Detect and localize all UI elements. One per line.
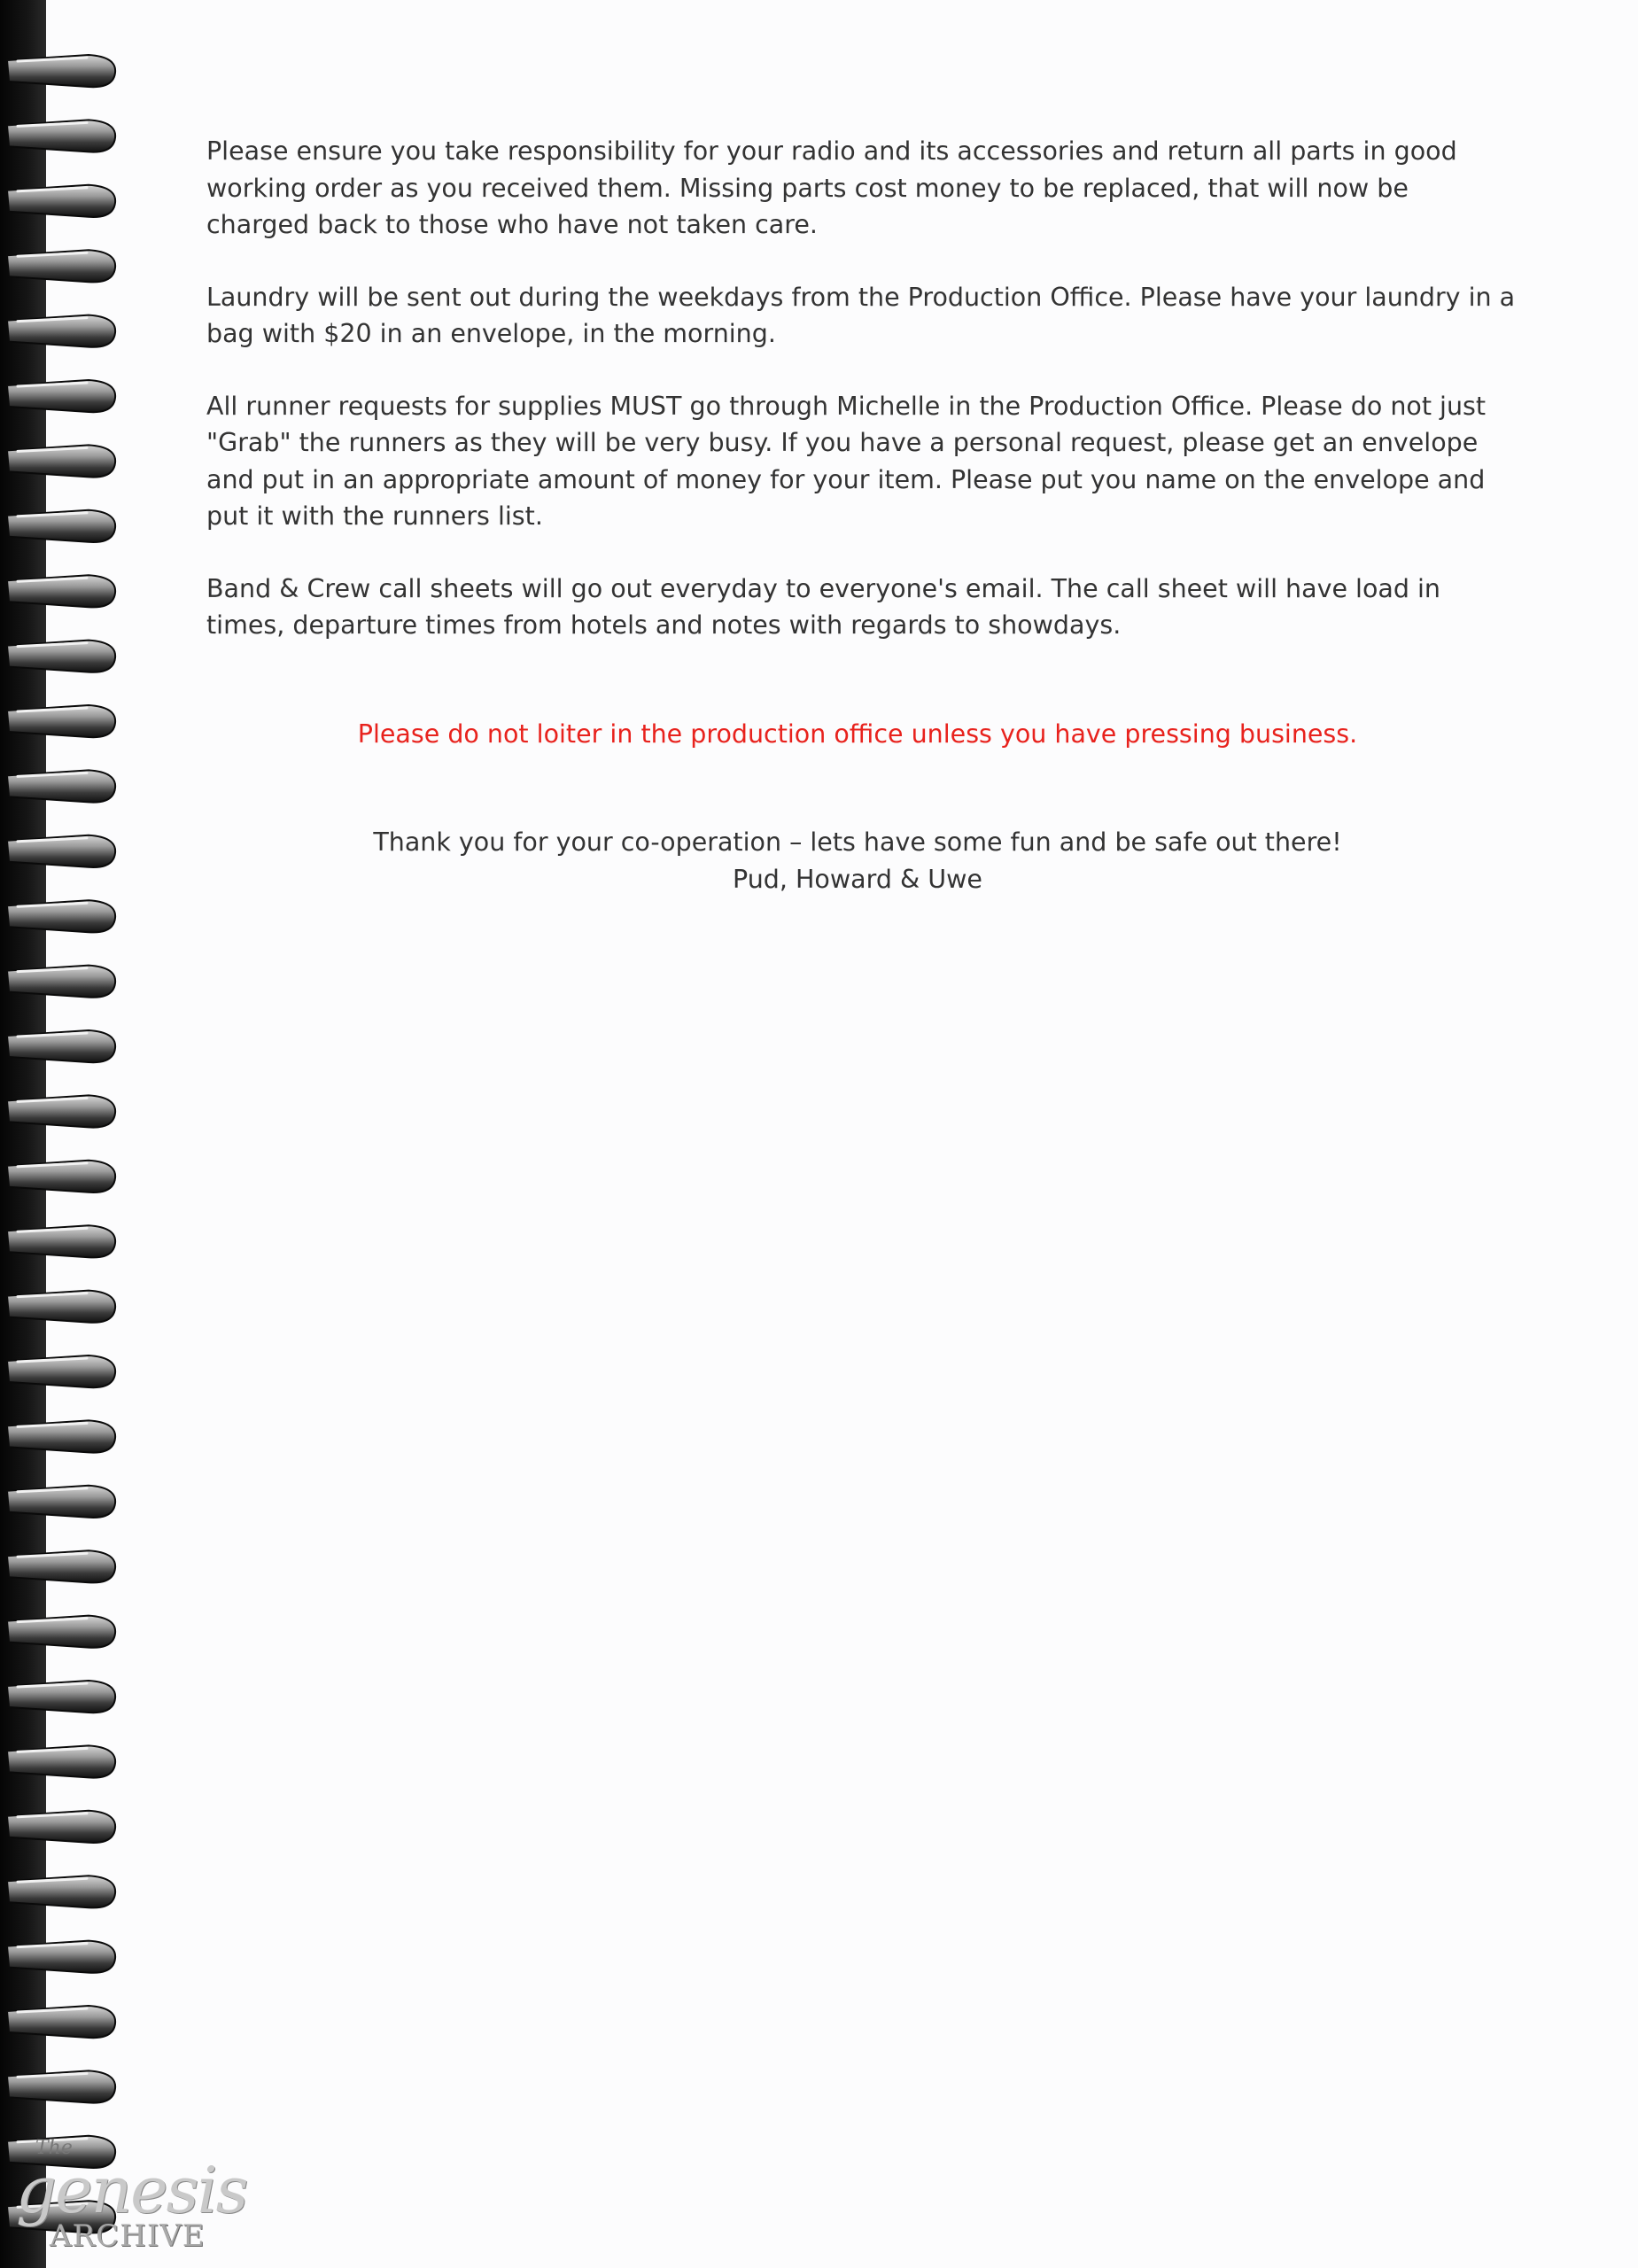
spiral-coil [7, 1355, 115, 1387]
spiral-coil [7, 705, 115, 737]
spiral-coil [7, 120, 115, 151]
archive-watermark-logo [16, 2137, 247, 2261]
spiral-coil [7, 1420, 115, 1452]
paragraph-runners: All runner requests for supplies MUST go through Michelle in the Production Office. Please do not just "Grab" the runners as they will be very busy. If you have a personal request, please get an envelope and put in an appropriate amount of money for your item. Please put you name on the envelope and put it with the runners list. [206, 391, 1487, 531]
spiral-coil [7, 1486, 115, 1518]
spiral-coil [7, 1225, 115, 1257]
spiral-coil [7, 1550, 115, 1582]
signoff [206, 824, 1509, 897]
watermark-the: The [35, 2137, 73, 2159]
spiral-coil [7, 2070, 115, 2102]
spiral-coil [7, 1876, 115, 1907]
spiral-coil [7, 1030, 115, 1062]
spiral-coil [7, 575, 115, 607]
spiral-coil [7, 55, 115, 87]
spiral-coil [7, 1095, 115, 1127]
spiral-coil [7, 641, 115, 672]
spiral-coil [7, 1291, 115, 1323]
spiral-coil [7, 900, 115, 932]
spiral-coil [7, 380, 115, 412]
spiral-coil [7, 2006, 115, 2038]
watermark-archive: ARCHIVE [50, 2218, 206, 2254]
spiral-coil [7, 1811, 115, 1843]
spiral-coil [7, 1681, 115, 1713]
paragraph-call-sheets: Band & Crew call sheets will go out everyday to everyone's email. The call sheet will have load in times, departure times from hotels and notes with regards to showdays. [206, 573, 1440, 640]
spiral-coil [7, 1161, 115, 1192]
spiral-coil [7, 185, 115, 217]
document-body [206, 133, 1518, 680]
spiral-coil [7, 770, 115, 802]
spiral-coil [7, 445, 115, 477]
spiral-coil [7, 1745, 115, 1777]
spiral-coil [7, 1616, 115, 1648]
spiral-binding [0, 0, 124, 2268]
signature: Pud, Howard & Uwe [733, 864, 982, 894]
watermark-genesis: genesis [16, 2153, 247, 2227]
loiter-notice: Please do not loiter in the production office unless you have pressing business. [357, 719, 1358, 749]
spiral-coil [7, 1941, 115, 1973]
spiral-coil [7, 835, 115, 867]
spiral-coil [7, 510, 115, 542]
paragraph-radio: Please ensure you take responsibility for your radio and its accessories and return all parts in good working order as you received them. Missing parts cost money to be replaced, that will now be charged back to those who have not taken care. [206, 136, 1457, 239]
spiral-coil [7, 966, 115, 998]
spiral-coil [7, 315, 115, 347]
paragraph-laundry: Laundry will be sent out during the weekdays from the Production Office. Please have your laundry in a bag with $20 in an envelope, in the morning. [206, 282, 1516, 348]
closing-line: Thank you for your co-operation – lets have some fun and be safe out there! [373, 827, 1342, 857]
spiral-coil [7, 250, 115, 282]
